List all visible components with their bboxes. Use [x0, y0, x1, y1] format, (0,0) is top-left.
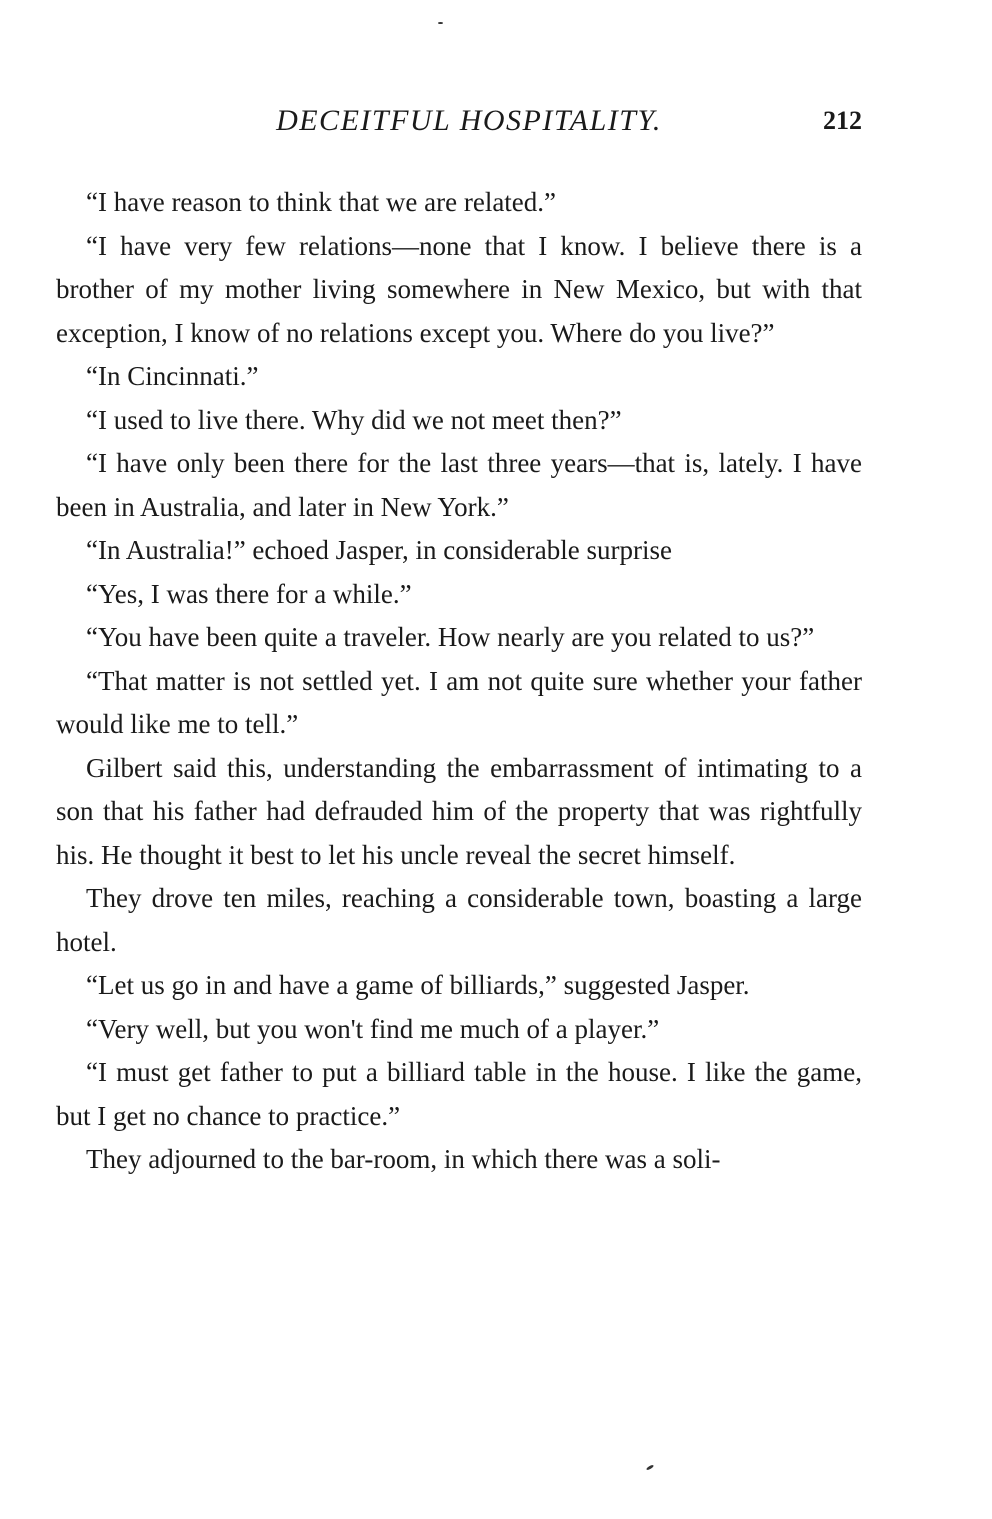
paragraph: They adjourned to the bar-room, in which there was a soli-: [86, 1144, 721, 1174]
paragraph: “I have reason to think that we are related.”: [86, 187, 557, 217]
page-number: 212: [823, 106, 862, 135]
scan-speck: [646, 1464, 654, 1471]
paragraph: “I have only been there for the last three years—that is, lately. I have been in Australia, and later in New York.”: [56, 448, 862, 522]
paragraph: “In Cincinnati.”: [86, 361, 259, 391]
page-header: [56, 104, 862, 148]
paragraph: “Yes, I was there for a while.”: [86, 578, 412, 609]
paragraph: “Let us go in and have a game of billiards,” suggested Jasper.: [86, 970, 750, 1000]
paragraph: “I have very few relations—none that I know. I believe there is a brother of my mother living somewhere in New Mexico, but with that exception, I know of no relations except you. Where do you live?”: [56, 230, 862, 348]
paragraph: “I must get father to put a billiard table in the house. I like the game, but I get no chance to practice.”: [56, 1057, 862, 1131]
paragraph: Gilbert said this, understanding the embarrassment of intimating to a son that his father had defrauded him of the property that was rightfully his. He thought it best to let his uncle reveal the secret himself.: [56, 752, 862, 870]
paragraph: They drove ten miles, reaching a considerable town, boasting a large hotel.: [56, 883, 862, 957]
paragraph: “You have been quite a traveler. How nearly are you related to us?”: [86, 622, 815, 652]
paragraph: “In Australia!” echoed Jasper, in considerable surprise: [86, 535, 672, 565]
scan-speck: [438, 22, 443, 24]
paragraph: “Very well, but you won't find me much of a player.”: [86, 1013, 660, 1044]
paragraph: “I used to live there. Why did we not meet then?”: [86, 404, 622, 435]
running-head: DECEITFUL HOSPITALITY.: [276, 104, 662, 137]
body-text: [56, 181, 862, 1182]
paragraph: “That matter is not settled yet. I am not quite sure whether your father would like me to tell.”: [56, 665, 862, 739]
